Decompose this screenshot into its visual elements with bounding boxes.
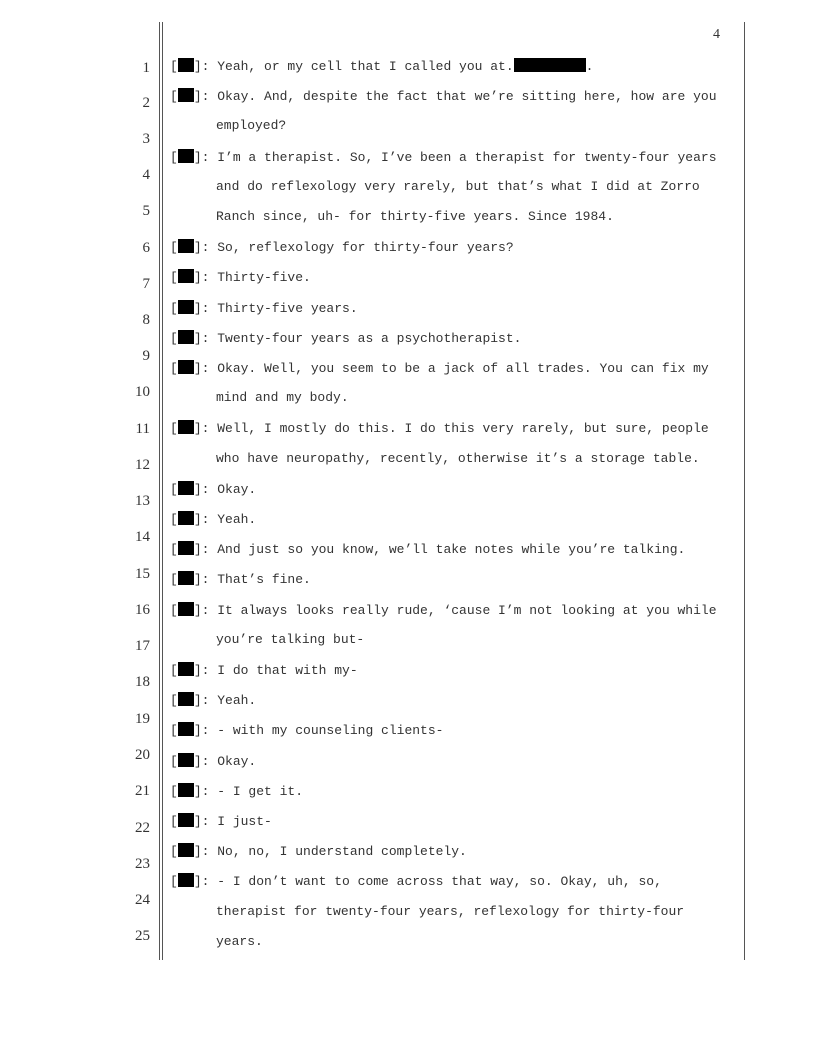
line-number: 6 [142,240,150,256]
speaker-line [170,481,256,498]
speaker-line [170,149,717,166]
transcript-text: ]: I’m a therapist. So, I’ve been a therapist for twenty-four years [193,150,717,165]
redacted-speaker-name [178,722,194,736]
transcript-text: ]: Yeah. [193,693,257,708]
speaker-line [170,873,662,890]
speaker-bracket: [ [170,542,178,557]
speaker-line [170,239,514,256]
speaker-line [170,269,311,286]
redacted-speaker-name [178,239,194,253]
speaker-line [170,58,593,75]
redacted-speaker-name [178,873,194,887]
line-number: 5 [142,203,150,219]
transcript-text: ]: Thirty-five years. [193,301,358,316]
speaker-line [170,571,311,588]
redacted-speaker-name [178,149,194,163]
speaker-line [170,753,256,770]
transcript-text: ]: Thirty-five. [193,270,311,285]
speaker-line [170,360,709,377]
transcript-text: therapist for twenty-four years, reflexology for thirty-four [216,904,685,919]
transcript-text: mind and my body. [216,390,349,405]
transcript-text: and do reflexology very rarely, but that’s what I did at Zorro [216,179,700,194]
speaker-bracket: [ [170,270,178,285]
line-number: 24 [135,892,150,908]
redacted-speaker-name [178,843,194,857]
speaker-line [170,300,358,317]
transcript-text: ]: Okay. [193,482,257,497]
transcript-text: ]: - I don’t want to come across that way, so. Okay, uh, so, [193,874,662,889]
speaker-bracket: [ [170,150,178,165]
speaker-bracket: [ [170,331,178,346]
line-number: 7 [142,276,150,292]
line-number: 19 [135,711,150,727]
transcript-text: ]: So, reflexology for thirty-four years? [193,240,514,255]
line-number: 11 [135,421,150,437]
continuation-line [216,390,349,406]
transcript-text: who have neuropathy, recently, otherwise it’s a storage table. [216,451,700,466]
line-number: 9 [142,348,150,364]
redacted-speaker-name [178,692,194,706]
redacted-speaker-name [178,58,194,72]
line-number: 13 [135,493,150,509]
speaker-bracket: [ [170,784,178,799]
line-number: 4 [142,167,150,183]
continuation-line [216,904,684,920]
transcript-text: ]: It always looks really rude, ‘cause I’m not looking at you while [193,603,717,618]
line-number: 21 [135,783,150,799]
speaker-bracket: [ [170,59,178,74]
speaker-line [170,541,685,558]
redacted-speaker-name [178,300,194,314]
line-number: 22 [135,820,150,836]
speaker-line [170,511,256,528]
transcript-text: ]: No, no, I understand completely. [193,844,467,859]
continuation-line [216,632,364,648]
continuation-line [216,209,614,225]
transcript-text: years. [216,934,263,949]
line-number: 12 [135,457,150,473]
line-number: 17 [135,638,150,654]
left-margin-rule [159,22,160,960]
redacted-speaker-name [178,330,194,344]
transcript-text: you’re talking but- [216,632,365,647]
continuation-line [216,118,286,134]
line-number: 1 [142,60,150,76]
transcript-text: ]: And just so you know, we’ll take notes while you’re talking. [193,542,686,557]
page-number: 4 [713,27,720,42]
speaker-line [170,692,256,709]
right-margin-rule [744,22,745,960]
speaker-line [170,662,358,679]
transcript-text: ]: Well, I mostly do this. I do this very rarely, but sure, people [193,421,709,436]
speaker-line [170,330,521,347]
transcript-text: ]: Twenty-four years as a psychotherapist. [193,331,522,346]
line-number: 15 [135,566,150,582]
line-number: 18 [135,674,150,690]
redacted-speaker-name [178,783,194,797]
redacted-speaker-name [178,360,194,374]
speaker-bracket: [ [170,844,178,859]
speaker-bracket: [ [170,603,178,618]
line-number: 14 [135,529,150,545]
speaker-bracket: [ [170,572,178,587]
transcript-text: ]: - with my counseling clients- [193,723,444,738]
transcript-text: Ranch since, uh- for thirty-five years. Since 1984. [216,209,614,224]
speaker-line [170,783,303,800]
redacted-speaker-name [178,511,194,525]
line-number: 16 [135,602,150,618]
redacted-speaker-name [178,571,194,585]
speaker-bracket: [ [170,874,178,889]
speaker-bracket: [ [170,482,178,497]
speaker-bracket: [ [170,421,178,436]
speaker-bracket: [ [170,693,178,708]
redacted-phone-number [514,58,586,72]
continuation-line [216,179,700,195]
transcript-text: employed? [216,118,287,133]
speaker-line [170,813,272,830]
redacted-speaker-name [178,602,194,616]
speaker-bracket: [ [170,301,178,316]
speaker-line [170,88,717,105]
line-number: 10 [135,384,150,400]
left-margin-rule-inner [162,22,163,960]
line-number: 8 [142,312,150,328]
transcript-text: ]: Yeah. [193,512,257,527]
trailing-punctuation: . [585,59,594,74]
speaker-bracket: [ [170,663,178,678]
line-number: 2 [142,95,150,111]
line-number: 25 [135,928,150,944]
speaker-bracket: [ [170,361,178,376]
speaker-bracket: [ [170,89,178,104]
transcript-text: ]: Okay. Well, you seem to be a jack of all trades. You can fix my [193,361,709,376]
speaker-line [170,722,443,739]
redacted-speaker-name [178,813,194,827]
transcript-text: ]: Okay. [193,754,257,769]
speaker-bracket: [ [170,754,178,769]
redacted-speaker-name [178,753,194,767]
transcript-text: ]: Okay. And, despite the fact that we’re sitting here, how are you [193,89,717,104]
redacted-speaker-name [178,662,194,676]
redacted-speaker-name [178,88,194,102]
redacted-speaker-name [178,420,194,434]
redacted-speaker-name [178,269,194,283]
line-number: 20 [135,747,150,763]
transcript-text: ]: - I get it. [193,784,304,799]
continuation-line [216,934,263,950]
line-number: 3 [142,131,150,147]
transcript-text: ]: I do that with my- [193,663,358,678]
speaker-line [170,602,717,619]
speaker-line [170,843,467,860]
speaker-bracket: [ [170,814,178,829]
speaker-line [170,420,709,437]
transcript-text: ]: That’s fine. [193,572,311,587]
speaker-bracket: [ [170,723,178,738]
redacted-speaker-name [178,541,194,555]
speaker-bracket: [ [170,240,178,255]
transcript-text: ]: Yeah, or my cell that I called you at. [193,59,514,74]
continuation-line [216,451,700,467]
speaker-bracket: [ [170,512,178,527]
line-number: 23 [135,856,150,872]
transcript-text: ]: I just- [193,814,272,829]
redacted-speaker-name [178,481,194,495]
